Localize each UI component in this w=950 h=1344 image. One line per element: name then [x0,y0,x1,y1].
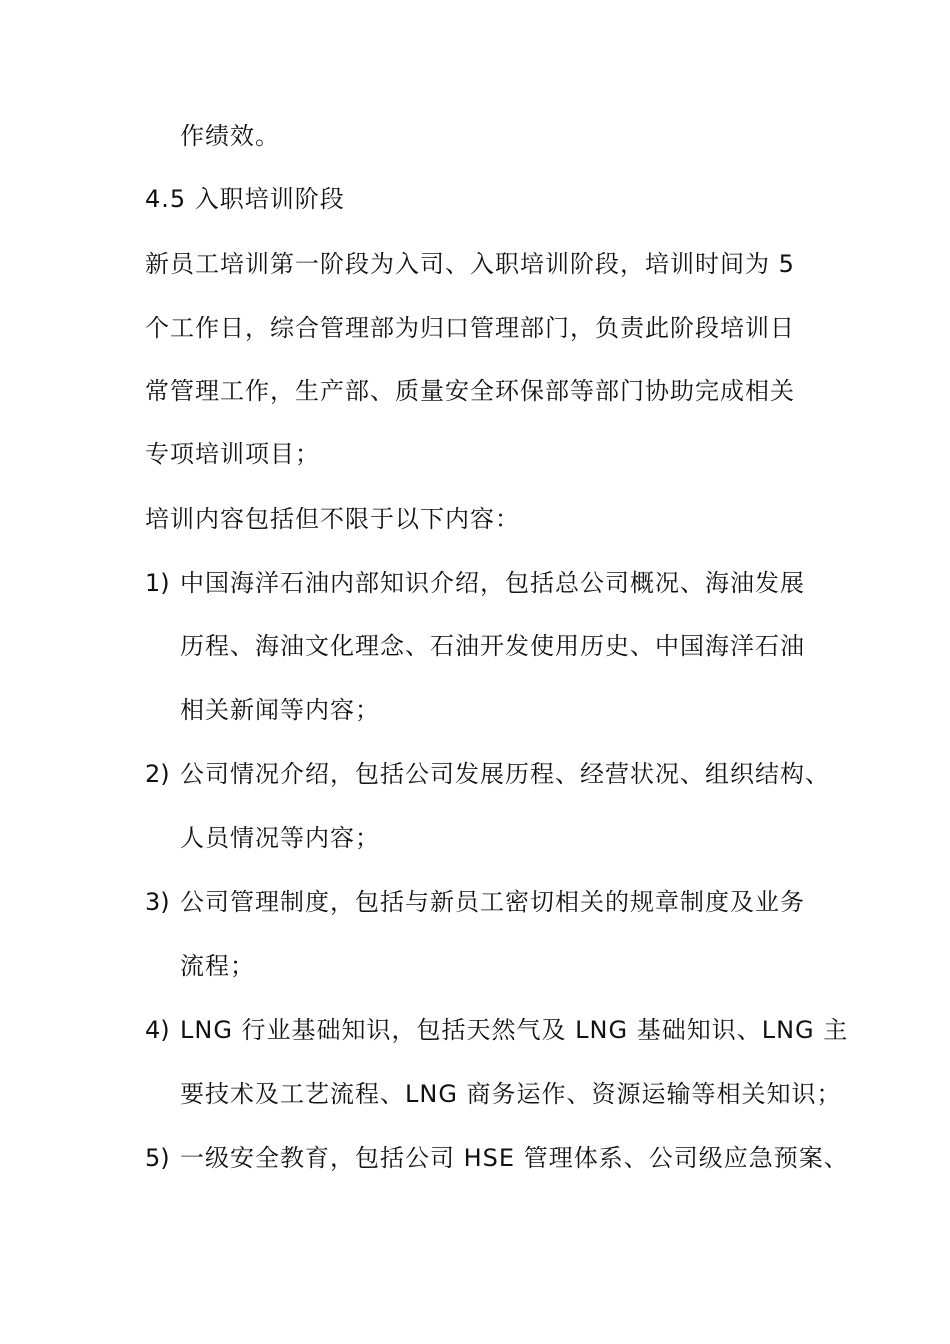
list-item-line: 要技术及工艺流程、LNG 商务运作、资源运输等相关知识； [180,1080,842,1108]
intro-line-4: 专项培训项目； [145,440,320,468]
list-item-number: 5) [145,1144,170,1172]
list-item-number: 2) [145,760,170,788]
list-item-line: 公司情况介绍，包括公司发展历程、经营状况、组织结构、 [180,760,830,788]
list-item-line: 中国海洋石油内部知识介绍，包括总公司概况、海油发展 [180,569,805,597]
list-item-line: 公司管理制度，包括与新员工密切相关的规章制度及业务 [180,888,805,916]
intro-line-2: 个工作日，综合管理部为归口管理部门，负责此阶段培训日 [145,314,795,342]
list-item-number: 1) [145,569,170,597]
list-item-line: 相关新闻等内容； [180,696,380,724]
list-item-line: 历程、海油文化理念、石油开发使用历史、中国海洋石油 [180,632,805,660]
continued-line: 作绩效。 [180,122,280,150]
list-item-line: 人员情况等内容； [180,824,380,852]
intro-line-1: 新员工培训第一阶段为入司、入职培训阶段，培训时间为 5 [145,250,795,278]
intro-line-3: 常管理工作，生产部、质量安全环保部等部门协助完成相关 [145,377,795,405]
list-item-line: 流程； [180,952,255,980]
content-lead: 培训内容包括但不限于以下内容： [145,505,520,533]
list-item-number: 4) [145,1016,170,1044]
list-item-line: LNG 行业基础知识，包括天然气及 LNG 基础知识、LNG 主 [180,1016,849,1044]
section-heading: 4.5 入职培训阶段 [145,185,345,213]
list-item-number: 3) [145,888,170,916]
list-item-line: 一级安全教育，包括公司 HSE 管理体系、公司级应急预案、 [180,1144,849,1172]
